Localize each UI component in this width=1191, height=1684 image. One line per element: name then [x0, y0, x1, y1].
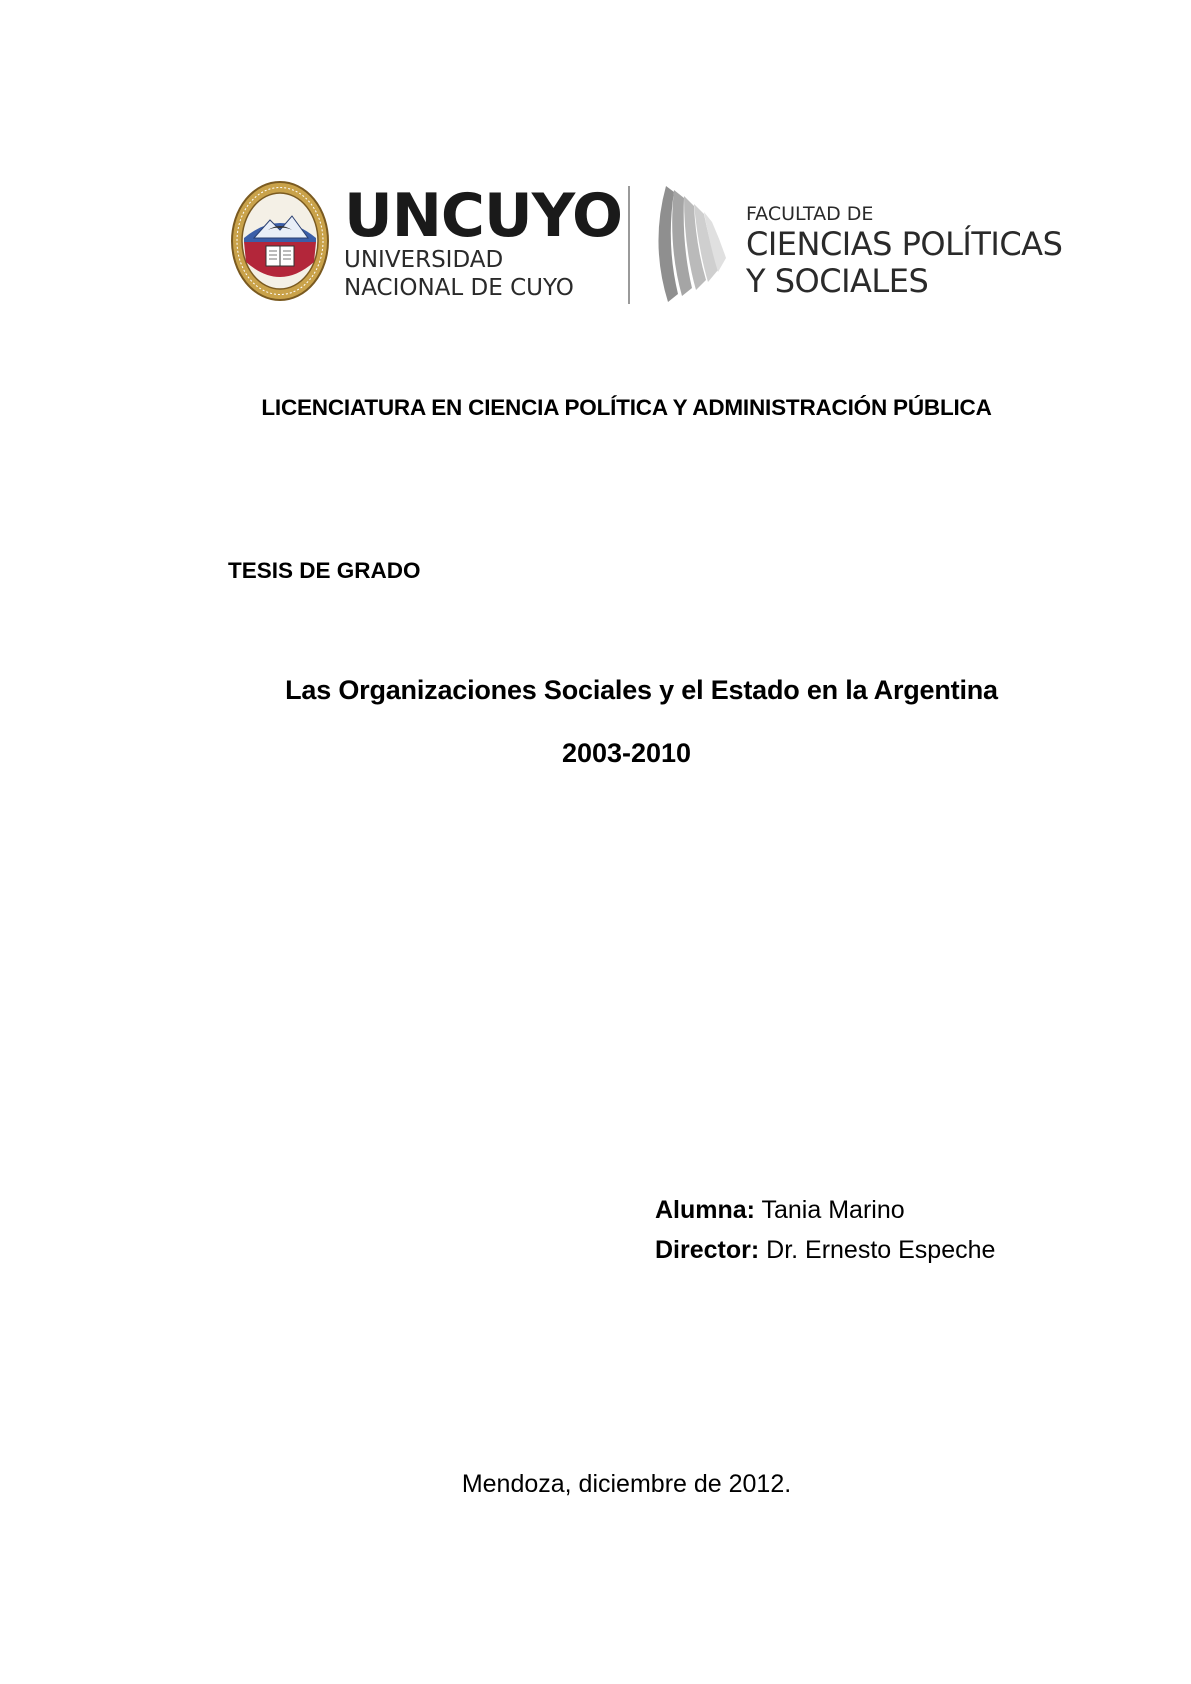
advisor-name: Dr. Ernesto Espeche [766, 1236, 996, 1264]
advisor-credit [655, 1236, 995, 1265]
university-acronym: UNCUYO [344, 181, 623, 251]
student-label: Alumna: [655, 1196, 755, 1224]
logo-band [230, 180, 1070, 310]
student-name: Tania Marino [761, 1196, 905, 1224]
university-name-line2: NACIONAL DE CUYO [344, 275, 574, 301]
university-seal-icon [230, 180, 330, 302]
thesis-period: 2003-2010 [561, 738, 692, 768]
advisor-label: Director: [655, 1236, 760, 1264]
university-name-line1: UNIVERSIDAD [344, 247, 504, 273]
faculty-wordmark [746, 202, 1076, 300]
faculty-line2: CIENCIAS POLÍTICAS [746, 225, 1063, 263]
faculty-line1: FACULTAD DE [746, 203, 874, 225]
faculty-line3: Y SOCIALES [746, 262, 929, 300]
logo-divider [628, 186, 630, 304]
place-and-date: Mendoza, diciembre de 2012. [461, 1470, 792, 1498]
student-credit [655, 1196, 905, 1225]
university-wordmark [344, 181, 623, 302]
thesis-title: Las Organizaciones Sociales y el Estado en la Argentina [285, 675, 998, 705]
degree-program: LICENCIATURA EN CIENCIA POLÍTICA Y ADMINISTRACIÓN PÚBLICA [261, 395, 992, 420]
faculty-fan-icon [648, 184, 728, 304]
document-type: TESIS DE GRADO [228, 558, 421, 583]
